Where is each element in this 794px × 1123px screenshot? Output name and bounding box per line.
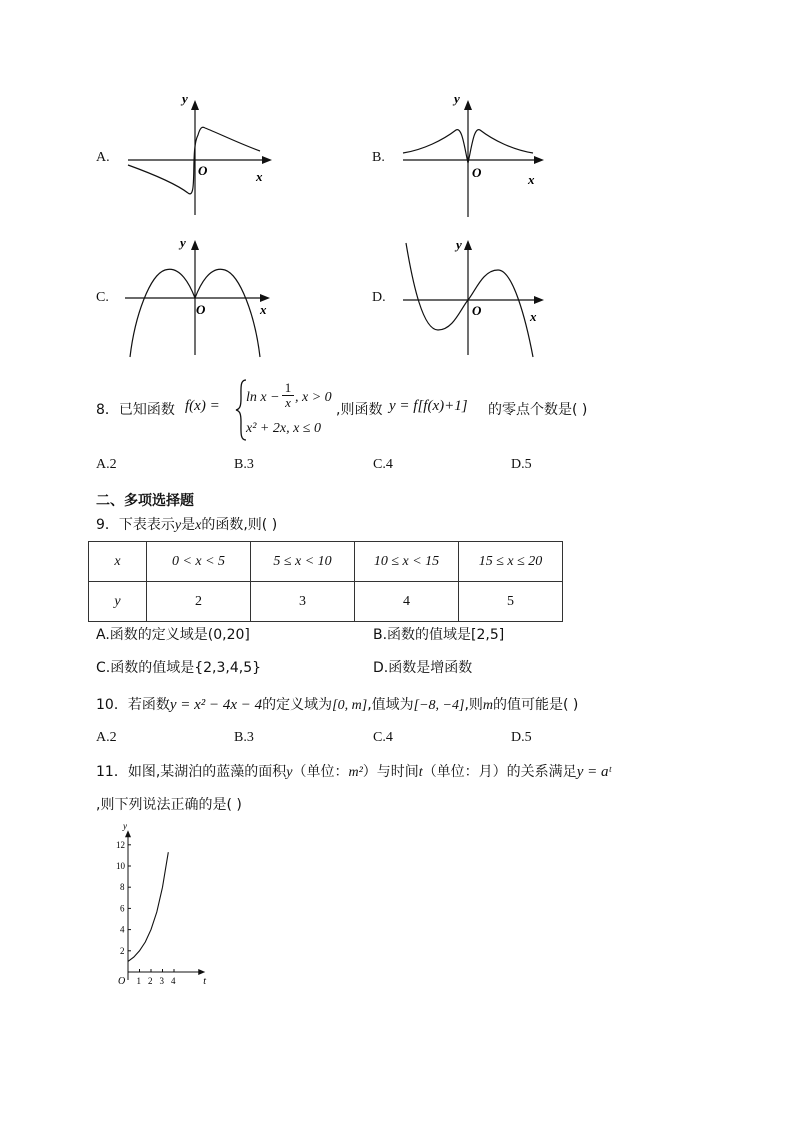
q11-growth-chart xyxy=(108,822,218,992)
table-cell: 4 xyxy=(355,582,459,622)
chart-y-tick-label: 12 xyxy=(116,839,125,850)
q10-mid3: ,则 xyxy=(464,697,483,713)
graph-c-x-label: x xyxy=(260,302,267,317)
q10-lead: 10．若函数 xyxy=(96,697,170,713)
q9-stem xyxy=(96,514,277,534)
option-c-label: C. xyxy=(96,290,109,305)
table-cell: 3 xyxy=(251,582,355,622)
option-d-label: D. xyxy=(372,290,386,305)
chart-origin-label: O xyxy=(118,976,126,987)
chart-y-label: y xyxy=(123,822,127,832)
chart-y-tick-label: 8 xyxy=(120,882,125,893)
q9-option-c: C.函数的值域是{2,3,4,5} xyxy=(96,660,262,676)
q9-var-x: x xyxy=(195,518,202,533)
q8-mid: ,则函数 xyxy=(336,402,383,418)
q8-fx: f(x) = xyxy=(185,398,220,414)
table-row xyxy=(89,542,563,582)
q8-case1-a: ln x − xyxy=(246,390,280,405)
q11-unit2: ）与时间 xyxy=(362,764,419,780)
chart-x-label: t xyxy=(203,976,207,987)
q9-stem-b: 是 xyxy=(181,517,196,533)
graph-d-origin: O xyxy=(472,303,482,318)
chart-y-tick-label: 2 xyxy=(120,945,125,956)
q9-table xyxy=(88,541,563,622)
chart-x-tick-label: 4 xyxy=(171,976,176,986)
chart-y-tick-label: 4 xyxy=(120,924,125,935)
section-heading: 二、多项选择题 xyxy=(96,493,194,509)
q10-option-b: B.3 xyxy=(234,730,254,745)
table-cell: 10 ≤ x < 15 xyxy=(355,542,459,582)
q11-stem-line2: ,则下列说法正确的是( ) xyxy=(96,797,242,813)
chart-y-tick-label: 10 xyxy=(116,861,125,871)
table-cell: 5 xyxy=(459,582,563,622)
table-cell: y xyxy=(89,582,147,622)
table-cell: 2 xyxy=(147,582,251,622)
table-cell: 0 < x < 5 xyxy=(147,542,251,582)
graph-c-y-label: y xyxy=(180,235,186,250)
option-a-label: A. xyxy=(96,150,110,165)
q10-var-m: m xyxy=(482,698,494,713)
q8-case2: x² + 2x, x ≤ 0 xyxy=(246,421,321,436)
q9-option-a: A.函数的定义域是(0,20] xyxy=(96,627,250,643)
q8-fraction xyxy=(282,381,294,410)
q10-domain: [0, m] xyxy=(332,698,368,713)
table-cell: x xyxy=(89,542,147,582)
graph-c xyxy=(120,235,280,360)
q8-option-a: A.2 xyxy=(96,457,117,472)
graph-a xyxy=(120,95,280,220)
table-row xyxy=(89,582,563,622)
chart-x-tick-label: 1 xyxy=(136,976,141,986)
q11-formula: y = aᵗ xyxy=(576,764,611,780)
graph-a-left-tail xyxy=(128,165,188,193)
q10-stem xyxy=(96,694,578,714)
q10-mid1: 的定义域为 xyxy=(262,697,333,713)
q8-case1-b: , x > 0 xyxy=(295,390,332,405)
graph-d-x-label: x xyxy=(530,309,537,324)
table-cell: 5 ≤ x < 10 xyxy=(251,542,355,582)
q10-mid2: ,值域为 xyxy=(367,697,414,713)
graph-b-origin: O xyxy=(472,165,482,180)
q9-option-b: B.函数的值域是[2,5] xyxy=(373,627,505,643)
q10-range: [−8, −4] xyxy=(413,698,465,713)
q8-option-b: B.3 xyxy=(234,457,254,472)
q11-unit-value: m² xyxy=(348,765,363,780)
q11-var-t: t xyxy=(418,765,423,780)
q10-option-c: C.4 xyxy=(373,730,393,745)
q10-expr: y = x² − 4x − 4 xyxy=(169,697,263,713)
q8-tail: 的零点个数是( ) xyxy=(488,402,588,418)
graph-a-y-arrow xyxy=(191,100,199,110)
table-cell: 15 ≤ x ≤ 20 xyxy=(459,542,563,582)
q9-stem-c: 的函数,则( ) xyxy=(201,517,278,533)
graph-c-origin: O xyxy=(196,302,206,317)
q11-unit3: （单位：月）的关系满足 xyxy=(422,764,577,780)
q10-option-d: D.5 xyxy=(511,730,532,745)
chart-series-line xyxy=(128,852,168,961)
graph-a-x-arrow xyxy=(262,156,272,164)
q9-var-y: y xyxy=(174,518,182,533)
graph-b-x-label: x xyxy=(528,172,535,187)
graph-a-right-tail xyxy=(205,128,260,151)
chart-x-tick-label: 3 xyxy=(159,976,164,986)
q11-stem-line1 xyxy=(96,761,611,781)
q8-lead: 8．已知函数 xyxy=(96,402,175,418)
chart-y-arrow xyxy=(125,830,131,837)
graph-a-x-label: x xyxy=(256,169,263,184)
chart-x-arrow xyxy=(198,969,205,975)
graph-b xyxy=(398,95,558,220)
q10-option-a: A.2 xyxy=(96,730,117,745)
graph-d xyxy=(398,235,558,360)
graph-a-y-label: y xyxy=(182,95,188,106)
q8-expr: y = f[f(x)+1] xyxy=(389,398,468,414)
q11-unit1: （单位： xyxy=(292,764,349,780)
chart-y-tick-label: 6 xyxy=(120,903,125,914)
q10-tail: 的值可能是( ) xyxy=(493,697,579,713)
q8-fraction-num: 1 xyxy=(284,380,292,395)
q8-option-c: C.4 xyxy=(373,457,393,472)
q8-fraction-den: x xyxy=(282,395,294,410)
graph-b-y-label: y xyxy=(454,95,460,106)
q9-option-d: D.函数是增函数 xyxy=(373,660,473,676)
q11-lead: 11．如图,某湖泊的蓝藻的面积 xyxy=(96,764,287,780)
graph-d-y-label: y xyxy=(456,237,462,252)
q9-stem-a: 9．下表表示 xyxy=(96,517,175,533)
q11-var-y: y xyxy=(286,765,293,780)
option-b-label: B. xyxy=(372,150,385,165)
chart-x-tick-label: 2 xyxy=(148,976,153,986)
graph-a-origin: O xyxy=(198,163,208,178)
q8-option-d: D.5 xyxy=(511,457,532,472)
